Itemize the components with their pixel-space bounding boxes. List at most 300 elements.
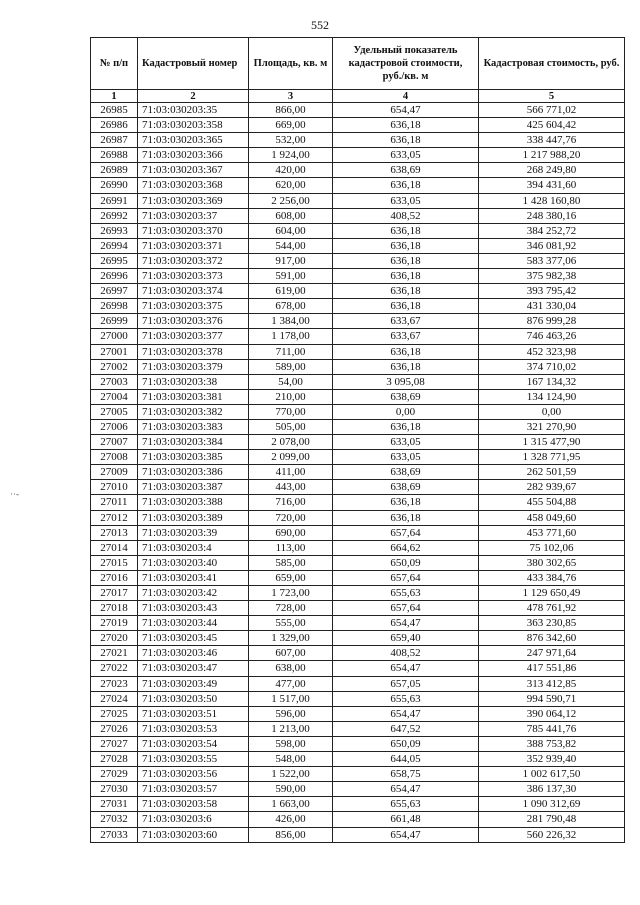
row-index: 27030 — [91, 782, 138, 797]
table-row — [91, 797, 625, 812]
area: 2 078,00 — [249, 435, 333, 450]
area: 443,00 — [249, 480, 333, 495]
cadastral-number: 71:03:030203:373 — [138, 269, 249, 284]
row-index: 26987 — [91, 133, 138, 148]
table-row — [91, 570, 625, 585]
specific-value: 636,18 — [333, 284, 479, 299]
cadastral-number: 71:03:030203:383 — [138, 419, 249, 434]
cadastral-cost: 433 384,76 — [479, 570, 625, 585]
area: 585,00 — [249, 555, 333, 570]
cadastral-cost: 1 217 988,20 — [479, 148, 625, 163]
specific-value: 633,05 — [333, 193, 479, 208]
area: 210,00 — [249, 389, 333, 404]
area: 604,00 — [249, 223, 333, 238]
specific-value: 657,05 — [333, 676, 479, 691]
specific-value: 654,47 — [333, 103, 479, 118]
table-row — [91, 118, 625, 133]
area: 1 384,00 — [249, 314, 333, 329]
cadastral-cost: 346 081,92 — [479, 238, 625, 253]
specific-value: 650,09 — [333, 555, 479, 570]
row-index: 27000 — [91, 329, 138, 344]
column-number: 2 — [138, 90, 249, 103]
cadastral-cost: 380 302,65 — [479, 555, 625, 570]
cadastral-cost: 375 982,38 — [479, 269, 625, 284]
cadastral-number: 71:03:030203:371 — [138, 238, 249, 253]
column-number: 5 — [479, 90, 625, 103]
area: 620,00 — [249, 178, 333, 193]
row-index: 27026 — [91, 721, 138, 736]
row-index: 27016 — [91, 570, 138, 585]
cadastral-number: 71:03:030203:377 — [138, 329, 249, 344]
table-row — [91, 782, 625, 797]
cadastral-cost: 248 380,16 — [479, 208, 625, 223]
row-index: 27028 — [91, 752, 138, 767]
cadastral-number: 71:03:030203:382 — [138, 404, 249, 419]
specific-value: 633,67 — [333, 314, 479, 329]
table-row — [91, 661, 625, 676]
cadastral-cost: 560 226,32 — [479, 827, 625, 842]
table-row — [91, 193, 625, 208]
cadastral-cost: 321 270,90 — [479, 419, 625, 434]
cadastral-number: 71:03:030203:385 — [138, 450, 249, 465]
row-index: 26992 — [91, 208, 138, 223]
area: 411,00 — [249, 465, 333, 480]
area: 866,00 — [249, 103, 333, 118]
specific-value: 664,62 — [333, 540, 479, 555]
table-row — [91, 450, 625, 465]
area: 770,00 — [249, 404, 333, 419]
specific-value: 655,63 — [333, 691, 479, 706]
cadastral-number: 71:03:030203:42 — [138, 586, 249, 601]
area: 477,00 — [249, 676, 333, 691]
cadastral-cost: 453 771,60 — [479, 525, 625, 540]
cadastral-number: 71:03:030203:47 — [138, 661, 249, 676]
cadastral-number: 71:03:030203:60 — [138, 827, 249, 842]
specific-value: 636,18 — [333, 299, 479, 314]
cadastral-cost: 268 249,80 — [479, 163, 625, 178]
specific-value: 654,47 — [333, 706, 479, 721]
cadastral-cost: 388 753,82 — [479, 736, 625, 751]
specific-value: 658,75 — [333, 767, 479, 782]
table-row — [91, 389, 625, 404]
specific-value: 636,18 — [333, 269, 479, 284]
table-row — [91, 752, 625, 767]
cadastral-cost: 478 761,92 — [479, 601, 625, 616]
header-specific-value: Удельный показатель кадастровой стоимости, руб./кв. м — [333, 38, 479, 90]
cadastral-number: 71:03:030203:54 — [138, 736, 249, 751]
row-index: 26994 — [91, 238, 138, 253]
area: 590,00 — [249, 782, 333, 797]
cadastral-cost: 374 710,02 — [479, 359, 625, 374]
specific-value: 654,47 — [333, 616, 479, 631]
area: 619,00 — [249, 284, 333, 299]
area: 544,00 — [249, 238, 333, 253]
area: 1 663,00 — [249, 797, 333, 812]
table-row — [91, 329, 625, 344]
cadastral-number: 71:03:030203:35 — [138, 103, 249, 118]
area: 591,00 — [249, 269, 333, 284]
cadastral-number: 71:03:030203:51 — [138, 706, 249, 721]
specific-value: 633,05 — [333, 148, 479, 163]
cadastral-cost: 994 590,71 — [479, 691, 625, 706]
cadastral-cost: 262 501,59 — [479, 465, 625, 480]
area: 608,00 — [249, 208, 333, 223]
cadastral-cost: 352 939,40 — [479, 752, 625, 767]
cadastral-number: 71:03:030203:384 — [138, 435, 249, 450]
column-number: 4 — [333, 90, 479, 103]
header-row — [91, 38, 625, 90]
table-body — [91, 103, 625, 843]
cadastral-number: 71:03:030203:57 — [138, 782, 249, 797]
specific-value: 636,18 — [333, 419, 479, 434]
row-index: 27003 — [91, 374, 138, 389]
table-row — [91, 148, 625, 163]
area: 1 924,00 — [249, 148, 333, 163]
cadastral-cost: 363 230,85 — [479, 616, 625, 631]
row-index: 27015 — [91, 555, 138, 570]
row-index: 27011 — [91, 495, 138, 510]
table-row — [91, 435, 625, 450]
cadastral-number: 71:03:030203:39 — [138, 525, 249, 540]
table-row — [91, 374, 625, 389]
table-row — [91, 253, 625, 268]
row-index: 27024 — [91, 691, 138, 706]
header-cadastral-number: Кадастровый номер — [138, 38, 249, 90]
row-index: 27021 — [91, 646, 138, 661]
table-row — [91, 404, 625, 419]
cadastral-cost: 393 795,42 — [479, 284, 625, 299]
row-index: 27006 — [91, 419, 138, 434]
cadastral-cost: 281 790,48 — [479, 812, 625, 827]
cadastral-cost: 583 377,06 — [479, 253, 625, 268]
row-index: 27008 — [91, 450, 138, 465]
cadastral-number: 71:03:030203:41 — [138, 570, 249, 585]
specific-value: 636,18 — [333, 133, 479, 148]
cadastral-number: 71:03:030203:45 — [138, 631, 249, 646]
table-row — [91, 827, 625, 842]
cadastral-cost: 452 323,98 — [479, 344, 625, 359]
cadastral-cost: 746 463,26 — [479, 329, 625, 344]
row-index: 27029 — [91, 767, 138, 782]
cadastral-number: 71:03:030203:379 — [138, 359, 249, 374]
area: 532,00 — [249, 133, 333, 148]
cadastral-number: 71:03:030203:388 — [138, 495, 249, 510]
specific-value: 636,18 — [333, 253, 479, 268]
row-index: 27004 — [91, 389, 138, 404]
area: 638,00 — [249, 661, 333, 676]
table-row — [91, 133, 625, 148]
specific-value: 638,69 — [333, 480, 479, 495]
table-row — [91, 721, 625, 736]
cadastral-number: 71:03:030203:387 — [138, 480, 249, 495]
row-index: 27018 — [91, 601, 138, 616]
row-index: 27001 — [91, 344, 138, 359]
area: 54,00 — [249, 374, 333, 389]
table-row — [91, 359, 625, 374]
cadastral-number: 71:03:030203:376 — [138, 314, 249, 329]
cadastral-number: 71:03:030203:37 — [138, 208, 249, 223]
table-row — [91, 103, 625, 118]
cadastral-number: 71:03:030203:58 — [138, 797, 249, 812]
table-row — [91, 480, 625, 495]
cadastral-number: 71:03:030203:46 — [138, 646, 249, 661]
row-index: 27031 — [91, 797, 138, 812]
cadastral-number: 71:03:030203:389 — [138, 510, 249, 525]
column-number: 1 — [91, 90, 138, 103]
cadastral-cost: 338 447,76 — [479, 133, 625, 148]
area: 678,00 — [249, 299, 333, 314]
cadastral-number: 71:03:030203:369 — [138, 193, 249, 208]
cadastral-table — [90, 37, 625, 843]
row-index: 26986 — [91, 118, 138, 133]
cadastral-cost: 75 102,06 — [479, 540, 625, 555]
row-index: 27022 — [91, 661, 138, 676]
area: 589,00 — [249, 359, 333, 374]
cadastral-cost: 282 939,67 — [479, 480, 625, 495]
cadastral-number: 71:03:030203:53 — [138, 721, 249, 736]
row-index: 27020 — [91, 631, 138, 646]
area: 113,00 — [249, 540, 333, 555]
cadastral-cost: 1 328 771,95 — [479, 450, 625, 465]
table-row — [91, 631, 625, 646]
cadastral-number: 71:03:030203:386 — [138, 465, 249, 480]
column-number-row — [91, 90, 625, 103]
cadastral-number: 71:03:030203:366 — [138, 148, 249, 163]
specific-value: 636,18 — [333, 118, 479, 133]
table-row — [91, 646, 625, 661]
table-row — [91, 238, 625, 253]
cadastral-number: 71:03:030203:55 — [138, 752, 249, 767]
cadastral-cost: 247 971,64 — [479, 646, 625, 661]
specific-value: 408,52 — [333, 646, 479, 661]
row-index: 26999 — [91, 314, 138, 329]
specific-value: 650,09 — [333, 736, 479, 751]
row-index: 26997 — [91, 284, 138, 299]
row-index: 26996 — [91, 269, 138, 284]
specific-value: 636,18 — [333, 495, 479, 510]
page-number: 552 — [311, 18, 329, 32]
specific-value: 655,63 — [333, 586, 479, 601]
area: 669,00 — [249, 118, 333, 133]
table-row — [91, 601, 625, 616]
table-row — [91, 525, 625, 540]
specific-value: 633,67 — [333, 329, 479, 344]
cadastral-number: 71:03:030203:38 — [138, 374, 249, 389]
table-row — [91, 163, 625, 178]
area: 607,00 — [249, 646, 333, 661]
area: 728,00 — [249, 601, 333, 616]
cadastral-number: 71:03:030203:4 — [138, 540, 249, 555]
row-index: 27010 — [91, 480, 138, 495]
cadastral-number: 71:03:030203:44 — [138, 616, 249, 631]
specific-value: 657,64 — [333, 525, 479, 540]
table-row — [91, 344, 625, 359]
row-index: 26989 — [91, 163, 138, 178]
table-row — [91, 465, 625, 480]
cadastral-number: 71:03:030203:372 — [138, 253, 249, 268]
specific-value: 3 095,08 — [333, 374, 479, 389]
area: 505,00 — [249, 419, 333, 434]
row-index: 27025 — [91, 706, 138, 721]
row-index: 27005 — [91, 404, 138, 419]
cadastral-cost: 1 129 650,49 — [479, 586, 625, 601]
row-index: 26991 — [91, 193, 138, 208]
table-row — [91, 208, 625, 223]
row-index: 27023 — [91, 676, 138, 691]
cadastral-number: 71:03:030203:358 — [138, 118, 249, 133]
specific-value: 633,05 — [333, 450, 479, 465]
row-index: 26995 — [91, 253, 138, 268]
row-index: 27009 — [91, 465, 138, 480]
specific-value: 636,18 — [333, 238, 479, 253]
area: 917,00 — [249, 253, 333, 268]
cadastral-cost: 313 412,85 — [479, 676, 625, 691]
cadastral-cost: 167 134,32 — [479, 374, 625, 389]
specific-value: 638,69 — [333, 465, 479, 480]
table-row — [91, 767, 625, 782]
table-row — [91, 178, 625, 193]
area: 1 178,00 — [249, 329, 333, 344]
cadastral-cost: 785 441,76 — [479, 721, 625, 736]
cadastral-cost: 876 999,28 — [479, 314, 625, 329]
area: 690,00 — [249, 525, 333, 540]
area: 2 256,00 — [249, 193, 333, 208]
table-row — [91, 706, 625, 721]
table-row — [91, 495, 625, 510]
row-index: 27027 — [91, 736, 138, 751]
table-row — [91, 586, 625, 601]
area: 596,00 — [249, 706, 333, 721]
row-index: 27012 — [91, 510, 138, 525]
cadastral-cost: 455 504,88 — [479, 495, 625, 510]
specific-value: 655,63 — [333, 797, 479, 812]
cadastral-cost: 1 315 477,90 — [479, 435, 625, 450]
specific-value: 654,47 — [333, 827, 479, 842]
area: 2 099,00 — [249, 450, 333, 465]
row-index: 27019 — [91, 616, 138, 631]
specific-value: 638,69 — [333, 163, 479, 178]
area: 1 522,00 — [249, 767, 333, 782]
header-index: № п/п — [91, 38, 138, 90]
cadastral-number: 71:03:030203:43 — [138, 601, 249, 616]
table-row — [91, 616, 625, 631]
table-row — [91, 284, 625, 299]
area: 711,00 — [249, 344, 333, 359]
specific-value: 657,64 — [333, 601, 479, 616]
cadastral-cost: 425 604,42 — [479, 118, 625, 133]
table-row — [91, 540, 625, 555]
header-area: Площадь, кв. м — [249, 38, 333, 90]
area: 420,00 — [249, 163, 333, 178]
table-row — [91, 736, 625, 751]
cadastral-cost: 876 342,60 — [479, 631, 625, 646]
area: 1 213,00 — [249, 721, 333, 736]
specific-value: 638,69 — [333, 389, 479, 404]
cadastral-number: 71:03:030203:368 — [138, 178, 249, 193]
cadastral-number: 71:03:030203:56 — [138, 767, 249, 782]
specific-value: 636,18 — [333, 223, 479, 238]
specific-value: 659,40 — [333, 631, 479, 646]
table-row — [91, 419, 625, 434]
area: 716,00 — [249, 495, 333, 510]
area: 1 723,00 — [249, 586, 333, 601]
table-row — [91, 691, 625, 706]
row-index: 27014 — [91, 540, 138, 555]
cadastral-number: 71:03:030203:367 — [138, 163, 249, 178]
cadastral-cost: 417 551,86 — [479, 661, 625, 676]
cadastral-number: 71:03:030203:49 — [138, 676, 249, 691]
row-index: 26985 — [91, 103, 138, 118]
table-row — [91, 314, 625, 329]
margin-mark: ··- — [10, 489, 19, 499]
cadastral-cost: 384 252,72 — [479, 223, 625, 238]
area: 426,00 — [249, 812, 333, 827]
row-index: 26993 — [91, 223, 138, 238]
row-index: 27032 — [91, 812, 138, 827]
cadastral-number: 71:03:030203:370 — [138, 223, 249, 238]
area: 555,00 — [249, 616, 333, 631]
row-index: 27002 — [91, 359, 138, 374]
cadastral-cost: 386 137,30 — [479, 782, 625, 797]
cadastral-number: 71:03:030203:6 — [138, 812, 249, 827]
specific-value: 633,05 — [333, 435, 479, 450]
table-row — [91, 299, 625, 314]
row-index: 27007 — [91, 435, 138, 450]
header-cadastral-cost: Кадастровая стоимость, руб. — [479, 38, 625, 90]
specific-value: 636,18 — [333, 510, 479, 525]
area: 1 329,00 — [249, 631, 333, 646]
row-index: 26988 — [91, 148, 138, 163]
cadastral-cost: 566 771,02 — [479, 103, 625, 118]
area: 1 517,00 — [249, 691, 333, 706]
cadastral-cost: 390 064,12 — [479, 706, 625, 721]
table-row — [91, 676, 625, 691]
specific-value: 661,48 — [333, 812, 479, 827]
column-number: 3 — [249, 90, 333, 103]
cadastral-cost: 1 090 312,69 — [479, 797, 625, 812]
cadastral-cost: 0,00 — [479, 404, 625, 419]
row-index: 27013 — [91, 525, 138, 540]
row-index: 26998 — [91, 299, 138, 314]
cadastral-number: 71:03:030203:40 — [138, 555, 249, 570]
specific-value: 636,18 — [333, 359, 479, 374]
area: 598,00 — [249, 736, 333, 751]
specific-value: 644,05 — [333, 752, 479, 767]
area: 659,00 — [249, 570, 333, 585]
specific-value: 0,00 — [333, 404, 479, 419]
specific-value: 647,52 — [333, 721, 479, 736]
cadastral-number: 71:03:030203:378 — [138, 344, 249, 359]
specific-value: 408,52 — [333, 208, 479, 223]
specific-value: 636,18 — [333, 178, 479, 193]
cadastral-cost: 1 428 160,80 — [479, 193, 625, 208]
cadastral-number: 71:03:030203:50 — [138, 691, 249, 706]
area: 856,00 — [249, 827, 333, 842]
area: 720,00 — [249, 510, 333, 525]
row-index: 26990 — [91, 178, 138, 193]
row-index: 27017 — [91, 586, 138, 601]
table-row — [91, 510, 625, 525]
area: 548,00 — [249, 752, 333, 767]
specific-value: 657,64 — [333, 570, 479, 585]
cadastral-cost: 431 330,04 — [479, 299, 625, 314]
specific-value: 636,18 — [333, 344, 479, 359]
cadastral-cost: 394 431,60 — [479, 178, 625, 193]
cadastral-number: 71:03:030203:374 — [138, 284, 249, 299]
cadastral-number: 71:03:030203:381 — [138, 389, 249, 404]
table-row — [91, 269, 625, 284]
table-row — [91, 223, 625, 238]
